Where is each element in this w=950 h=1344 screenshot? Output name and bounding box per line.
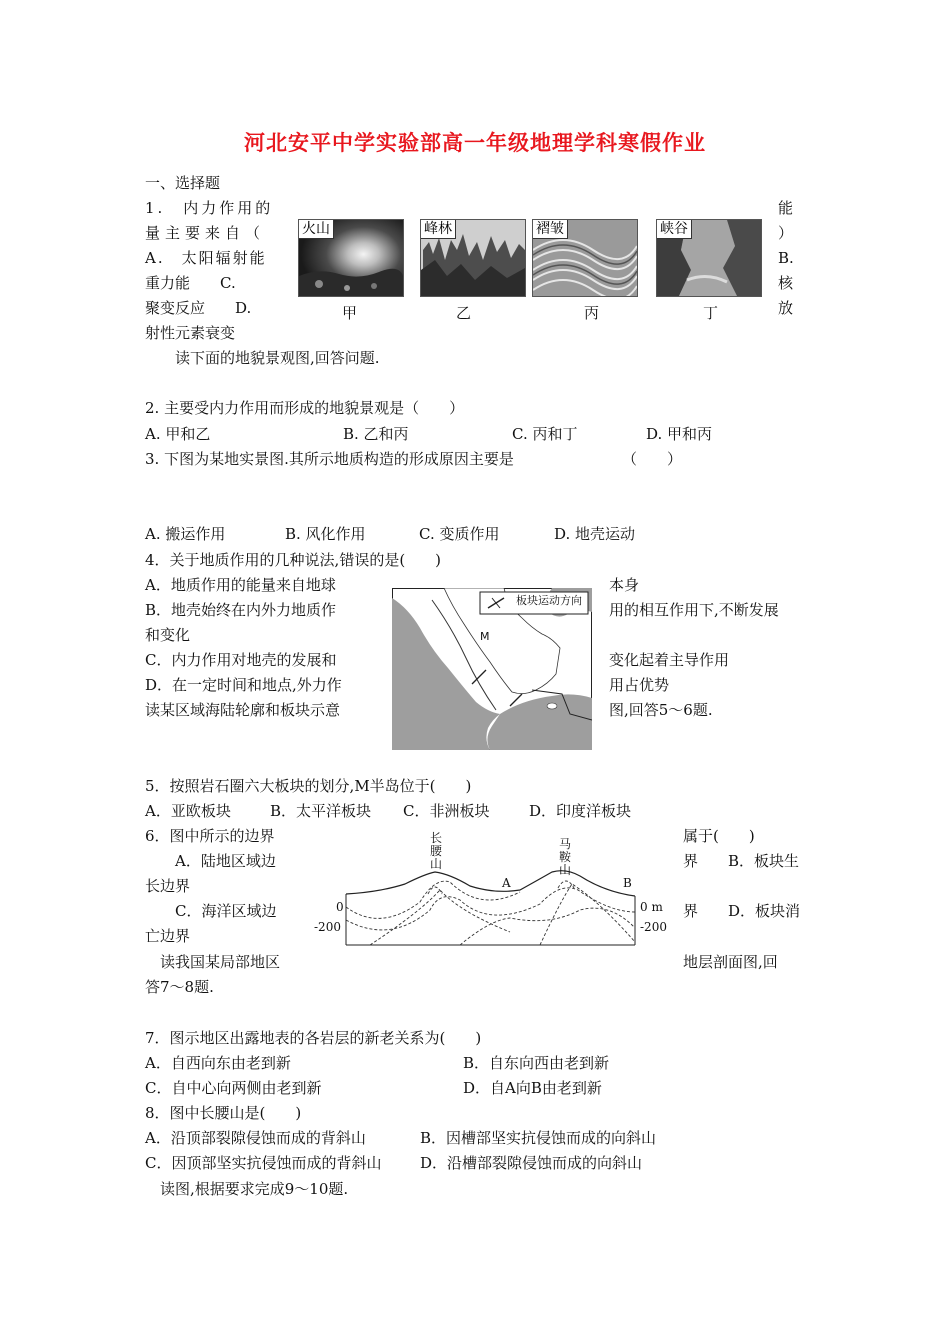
q1-line1-right: 能 bbox=[778, 199, 794, 217]
q1-line5-right: 放 bbox=[778, 299, 794, 317]
map-read-instruction: 读某区域海陆轮廓和板块示意 bbox=[145, 701, 341, 719]
label-char: 山 bbox=[558, 863, 571, 877]
photo-label: 峡谷 bbox=[657, 220, 692, 239]
photo-label: 峰林 bbox=[421, 220, 456, 239]
q7-option-a: A．自西向东由老到新 bbox=[145, 1054, 291, 1072]
q4-option-d-cont: 用占优势 bbox=[609, 676, 670, 694]
q4-option-c: C．内力作用对地壳的发展和 bbox=[145, 651, 337, 669]
q1-line5: 聚变反应 D. bbox=[145, 299, 252, 317]
q8-option-b: B．因槽部坚实抗侵蚀而成的向斜山 bbox=[420, 1129, 657, 1147]
photo-peak-forest bbox=[420, 219, 526, 297]
q4-option-b-end: 和变化 bbox=[145, 626, 191, 644]
q7-option-c: C．自中心向两侧由老到新 bbox=[145, 1079, 322, 1097]
final-read-instruction: 读图,根据要求完成9～10题. bbox=[160, 1180, 349, 1198]
q1-line3-right: B. bbox=[778, 249, 794, 267]
q4-option-d: D．在一定时间和地点,外力作 bbox=[145, 676, 342, 694]
q3-option-d: D. 地壳运动 bbox=[554, 525, 636, 543]
q3-option-b: B. 风化作用 bbox=[285, 525, 366, 543]
q4-option-c-cont: 变化起着主导作用 bbox=[609, 651, 730, 669]
q5-stem: 5．按照岩石圈六大板块的划分,M半岛位于( ) bbox=[145, 777, 472, 795]
map-legend: 板块运动方向 bbox=[516, 594, 582, 607]
q3-option-c: C. 变质作用 bbox=[419, 525, 500, 543]
profile-label-b: B bbox=[623, 876, 632, 890]
q3-paren: （ ） bbox=[622, 450, 683, 468]
q1-line4: 重力能 C. bbox=[145, 274, 236, 292]
q2-option-c: C. 丙和丁 bbox=[512, 425, 578, 443]
geologic-profile bbox=[310, 832, 680, 948]
q2-stem: 2. 主要受内力作用而形成的地貌景观是（ ） bbox=[145, 399, 465, 417]
profile-read-instruction-end: 答7～8题. bbox=[145, 978, 214, 996]
q7-option-b: B．自东向西由老到新 bbox=[463, 1054, 610, 1072]
photo-canyon bbox=[656, 219, 762, 297]
label-char: 马 bbox=[558, 837, 571, 851]
section-heading: 一、选择题 bbox=[145, 174, 221, 192]
map-label-m: M bbox=[480, 630, 490, 643]
q7-stem: 7．图示地区出露地表的各岩层的新老关系为( ) bbox=[145, 1029, 482, 1047]
q3-option-a: A. 搬运作用 bbox=[145, 525, 226, 543]
q2-option-a: A. 甲和乙 bbox=[145, 425, 211, 443]
photo-label: 褶皱 bbox=[533, 220, 568, 239]
q6-option-d-end: 亡边界 bbox=[145, 927, 191, 945]
q6-option-a: A．陆地区域边 bbox=[175, 852, 276, 870]
q6-option-d: 界 D．板块消 bbox=[683, 902, 801, 920]
page-title: 河北安平中学实验部高一年级地理学科寒假作业 bbox=[244, 130, 706, 155]
q4-option-a: A．地质作用的能量来自地球 bbox=[145, 576, 336, 594]
q5-option-b: B．太平洋板块 bbox=[270, 802, 372, 820]
mountain-label-maan bbox=[558, 838, 572, 877]
q1-line6: 射性元素衰变 bbox=[145, 324, 236, 342]
q7-option-d: D．自A向B由老到新 bbox=[463, 1079, 602, 1097]
q1-line4-right: 核 bbox=[778, 274, 794, 292]
label-char: 鞍 bbox=[558, 850, 571, 864]
q1-line2: 量主要来自（ bbox=[145, 224, 266, 242]
plate-map bbox=[392, 588, 592, 754]
right-axis-minus200: -200 bbox=[640, 920, 667, 934]
profile-read-instruction: 读我国某局部地区 bbox=[160, 953, 281, 971]
photo-fold bbox=[532, 219, 638, 297]
photo-caption: 丁 bbox=[703, 304, 719, 322]
q8-stem: 8．图中长腰山是( ) bbox=[145, 1104, 302, 1122]
q1-option-a: A. 太阳辐射能 bbox=[145, 249, 267, 267]
photo-caption: 甲 bbox=[342, 304, 358, 322]
read-instruction: 读下面的地貌景观图,回答问题. bbox=[175, 349, 380, 367]
label-char: 腰 bbox=[429, 844, 442, 858]
map-read-instruction-cont: 图,回答5～6题. bbox=[609, 701, 713, 719]
q2-option-b: B. 乙和丙 bbox=[343, 425, 409, 443]
q4-option-b: B．地壳始终在内外力地质作 bbox=[145, 601, 337, 619]
q1-line1: 1. 内力作用的 bbox=[145, 199, 274, 217]
q6-stem: 6．图中所示的边界 bbox=[145, 827, 275, 845]
q8-option-c: C．因顶部坚实抗侵蚀而成的背斜山 bbox=[145, 1154, 382, 1172]
q5-option-d: D．印度洋板块 bbox=[529, 802, 632, 820]
q8-option-a: A．沿顶部裂隙侵蚀而成的背斜山 bbox=[145, 1129, 366, 1147]
label-char: 长 bbox=[429, 831, 442, 845]
q2-option-d: D. 甲和丙 bbox=[646, 425, 713, 443]
q8-option-d: D．沿槽部裂隙侵蚀而成的向斜山 bbox=[420, 1154, 643, 1172]
profile-read-instruction-cont: 地层剖面图,回 bbox=[683, 953, 778, 971]
mountain-label-changyao bbox=[429, 832, 443, 871]
q6-option-b-end: 长边界 bbox=[145, 877, 191, 895]
right-axis-zero: 0 m bbox=[640, 900, 663, 914]
photo-caption: 乙 bbox=[456, 304, 472, 322]
profile-label-a: A bbox=[502, 876, 511, 890]
q4-option-a-cont: 本身 bbox=[609, 576, 640, 594]
label-char: 山 bbox=[429, 857, 442, 871]
q4-stem: 4．关于地质作用的几种说法,错误的是( ) bbox=[145, 551, 442, 569]
q5-option-a: A．亚欧板块 bbox=[145, 802, 231, 820]
left-axis-minus200: -200 bbox=[314, 920, 341, 934]
q6-stem-cont: 属于( ) bbox=[683, 827, 755, 845]
q1-line2-right: ） bbox=[778, 224, 794, 242]
q4-option-b-cont: 用的相互作用下,不断发展 bbox=[609, 601, 779, 619]
q5-option-c: C．非洲板块 bbox=[403, 802, 490, 820]
q3-stem: 3. 下图为某地实景图.其所示地质构造的形成原因主要是 bbox=[145, 450, 514, 468]
q6-option-b: 界 B．板块生 bbox=[683, 852, 800, 870]
photo-label: 火山 bbox=[299, 220, 334, 239]
photo-volcano bbox=[298, 219, 404, 297]
q6-option-c: C．海洋区域边 bbox=[175, 902, 277, 920]
left-axis-zero: 0 bbox=[336, 900, 344, 914]
photo-caption: 丙 bbox=[584, 304, 600, 322]
